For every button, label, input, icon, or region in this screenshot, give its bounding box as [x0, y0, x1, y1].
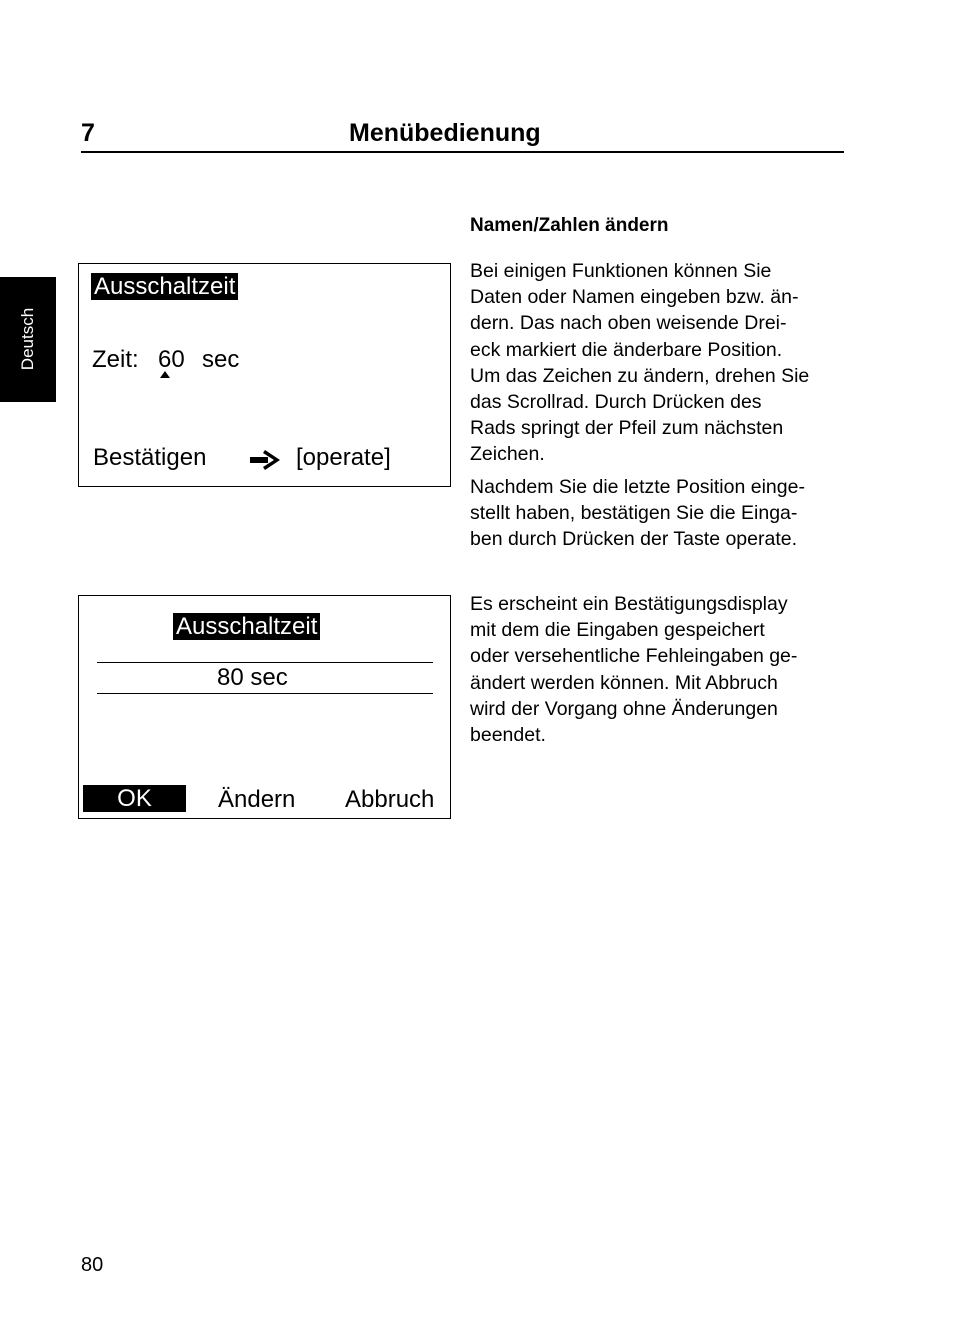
value-divider-bottom: [97, 693, 433, 694]
section-heading: Namen/Zahlen ändern: [470, 215, 669, 236]
time-unit: sec: [202, 346, 240, 373]
paragraph-line: Um das Zeichen zu ändern, drehen Sie: [470, 364, 810, 387]
ok-option[interactable]: OK: [83, 785, 186, 812]
paragraph-line: das Scrollrad. Durch Drücken des: [470, 391, 762, 414]
display1-title: [91, 275, 238, 299]
paragraph-line: oder versehentliche Fehleingaben ge-: [470, 645, 798, 668]
paragraph-line: Bei einigen Funktionen können Sie: [470, 260, 772, 282]
paragraph-edit-instructions: [470, 258, 850, 468]
header-divider: [81, 151, 844, 153]
confirm-label: Bestätigen: [93, 444, 207, 471]
page-number: 80: [81, 1254, 104, 1276]
paragraph-line: Nachdem Sie die letzte Position einge-: [470, 476, 805, 498]
right-arrow-icon: [249, 449, 281, 471]
paragraph-line: ändert werden können. Mit Abbruch: [470, 671, 778, 694]
paragraph-line: ben durch Drücken der Taste operate.: [470, 528, 798, 551]
paragraph-line: eck markiert die änderbare Position.: [470, 338, 783, 361]
change-option[interactable]: Ändern: [218, 786, 296, 813]
caret-up-icon: [160, 371, 170, 378]
paragraph-confirm-instructions: [470, 474, 850, 553]
paragraph-line: Rads springt der Pfeil zum nächsten: [470, 417, 784, 440]
paragraph-line: Zeichen.: [470, 443, 545, 466]
time-value: 60: [158, 346, 185, 373]
chapter-title: Menübedienung: [349, 119, 541, 147]
paragraph-line: Es erscheint ein Bestätigungsdisplay: [470, 593, 788, 615]
confirmed-value: 80 sec: [217, 664, 288, 691]
paragraph-line: wird der Vorgang ohne Änderungen: [470, 697, 778, 720]
display2-title: [173, 615, 320, 639]
paragraph-confirmation-display: [470, 591, 850, 748]
chapter-number: 7: [81, 119, 95, 147]
paragraph-line: stellt haben, bestätigen Sie die Einga-: [470, 502, 798, 525]
paragraph-line: dern. Das nach oben weisende Drei-: [470, 312, 787, 335]
paragraph-line: beendet.: [470, 724, 546, 747]
display-confirmation-screen: [78, 595, 451, 819]
zeit-label: Zeit:: [92, 346, 139, 373]
display2-title-text: Ausschaltzeit: [173, 613, 320, 640]
display1-title-text: Ausschaltzeit: [91, 273, 238, 300]
display-input-screen: [78, 263, 451, 487]
paragraph-line: Daten oder Namen eingeben bzw. än-: [470, 286, 799, 309]
language-tab: [0, 277, 56, 402]
cancel-option[interactable]: Abbruch: [345, 786, 435, 813]
paragraph-line: mit dem die Eingaben gespeichert: [470, 619, 765, 642]
operate-label: [operate]: [296, 444, 391, 471]
language-label: Deutsch: [18, 307, 37, 371]
value-divider-top: [97, 662, 433, 663]
